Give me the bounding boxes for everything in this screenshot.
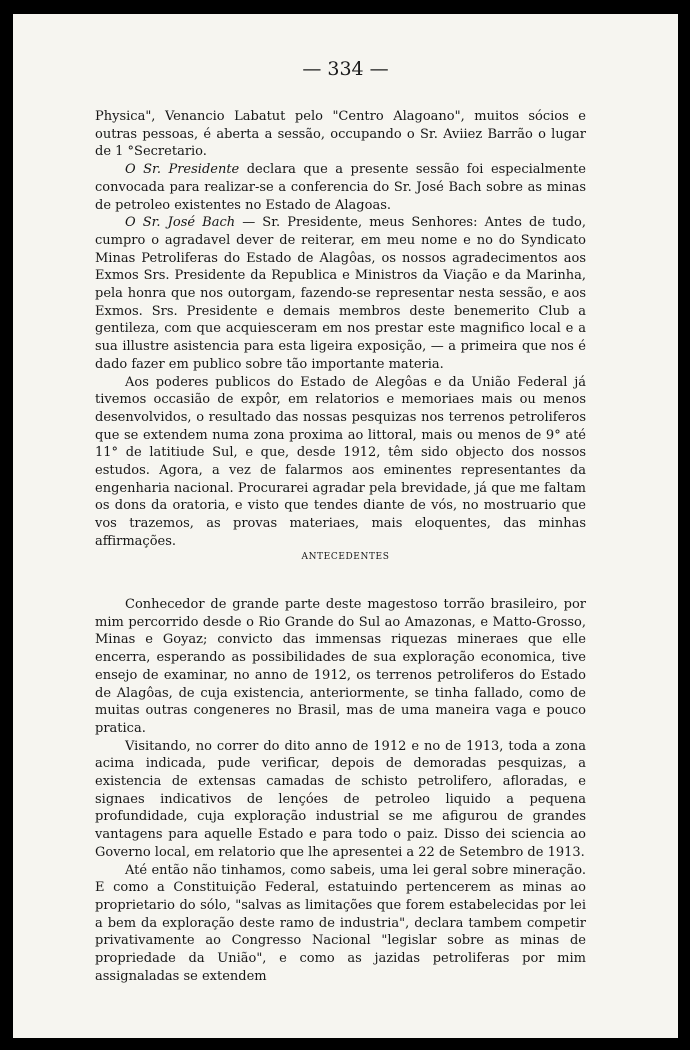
paragraph-legislation: Até então não tinhamos, como sabeis, uma lei geral sobre mineração. E como a Constituição Federal, estatuindo pertencerem as minas ao proprietario do sólo, "salvas as limitações que forem estabelecidas por lei a bem da exploração deste ramo de industria", declara tambem competir privativamente ao Congresso Nacional "legislar sobre as minas de propriedade da União", e como as jazidas petroliferas por mim assignaladas se extendem <box>95 862 586 984</box>
section-heading: ANTECEDENTES <box>301 552 390 562</box>
president-statement: declara que a presente sessão foi especialmente convocada para realizar-se a conferencia do Sr. José Bach sobre as minas de petroleo existentes no Estado de Alagoas. <box>95 162 586 213</box>
paragraph-attendance: Physica", Venancio Labatut pelo "Centro Alagoano", muitos sócios e outras pessoas, é aberta a sessão, occupando o Sr. Aviiez Barrão o lugar de 1 °Secretario. <box>95 109 586 160</box>
paragraph-public-powers: Aos poderes publicos do Estado de Alegôas e da União Federal já tivemos occasião de expôr, em relatorios e memoriaes mais ou menos desenvolvidos, o resultado das nossas pesquizas nos terrenos petroliferos que se extendem numa zona proxima ao littoral, mais ou menos de 9° até 11° de latitiude Sul, e que, desde 1912, têm sido objecto dos nossos estudos. Agora, a vez de falarmos aos eminentes representantes da engenharia nacional. Procurarei agradar pela brevidade, já que me faltam os dons da oratoria, e visto que tendes diante de vós, no mostruario que vos trazemos, as provas materiaes, mais eloquentes, das minhas affirmações. <box>95 374 586 549</box>
speaker-president: O Sr. Presidente <box>125 162 240 178</box>
speaker-jose-bach: O Sr. José Bach <box>125 215 236 231</box>
paragraph-president <box>95 161 586 214</box>
jose-bach-statement: — Sr. Presidente, meus Senhores: Antes de tudo, cumpro o agradavel dever de reiterar, em meu nome e no do Syndicato Minas Petroliferas do Estado de Alagôas, os nossos agradecimentos aos Exmos Srs. Presidente da Republica e Ministros da Viação e da Marinha, pela honra que nos outorgam, fazendo-se representar nesta sessão, e aos Exmos. Srs. Presidente e demais membros deste benemerito Club a gentileza, com que acquiesceram em nos prestar este magnifico local e a sua illustre asistencia para esta ligeira exposição, — a primeira que nos é dado fazer em publico sobre tão importante materia. <box>95 215 586 372</box>
paragraph-jose-bach <box>95 214 586 373</box>
antecedentes-text <box>95 596 586 985</box>
paragraph-conhecedor: Conhecedor de grande parte deste magestoso torrão brasileiro, por mim percorrido desde o Rio Grande do Sul ao Amazonas, e Matto-Grosso, Minas e Goyaz; convicto das immensas riquezas mineraes que elle encerra, esperando as possibilidades de sua exploração economica, tive ensejo de examinar, no anno de 1912, os terrenos petroliferos do Estado de Alagôas, de cuja existencia, anteriormente, se tinha fallado, como de muitas outras congeneres no Brasil, mas de uma maneira vaga e pouco pratica. <box>95 597 586 736</box>
page-number: — 334 — <box>302 58 389 80</box>
paragraph-visitando: Visitando, no correr do dito anno de 1912 e no de 1913, toda a zona acima indicada, pude verificar, depois de demoradas pesquizas, a existencia de extensas camadas de schisto petrolifero, afloradas, e signaes indicativos de lençóes de petroleo liquido a pequena profundidade, cuja exploração industrial se me afigurou de grandes vantagens para aquelle Estado e para todo o paiz. Disso dei sciencia ao Governo local, em relatorio que lhe apresentei a 22 de Setembro de 1913. <box>95 738 586 860</box>
document-page <box>13 14 678 1038</box>
opening-text <box>95 108 586 551</box>
